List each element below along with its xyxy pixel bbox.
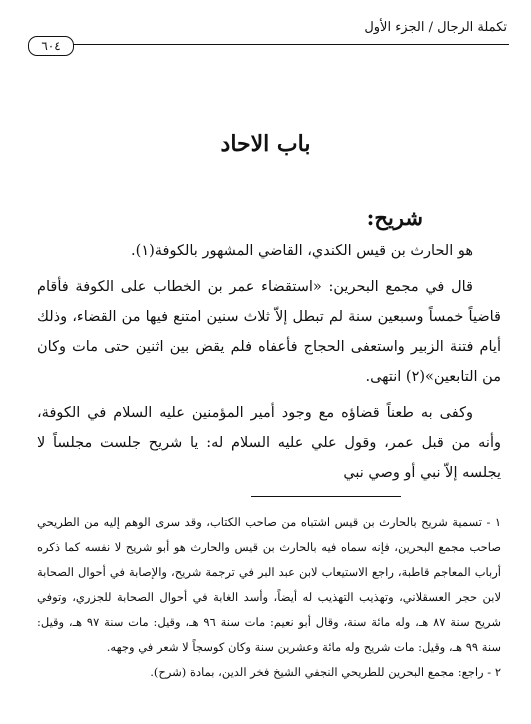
chapter-title: باب الاحاد [220,131,311,157]
footnote: ١ - تسمية شريح بالحارث بن قيس اشتباه من صاحب الكتاب، وقد سرى الوهم إليه من الطريحي صاحب مجمع البحرين، فإنه سماه فيه بالحارث بن قيس والحارث هو أبو شريح لا نفسه كما ذكره أرباب المعاجم قاطبة، راجع الاستيعاب لابن عبد البر في ترجمة شريح، والإصابة في أحوال الصحابة لابن حجر العسقلاني، وتهذيب التهذيب له أيضاً، وأسد الغابة في أحوال الصحابة للجزري، وتوفي شريح سنة ٨٧ هـ، وله مائة سنة، وقال أبو نعيم: مات سنة ٩٦ هـ، وقيل: مات سنة ٩٧ هـ، وقيل: سنة ٩٩ هـ، وقيل: مات شريح وله مائة وعشرين سنة وكان كوسجاً لا شعر في وجهه. [37,515,502,654]
footnote-separator [251,496,401,497]
page-number: ٦٠٤ [28,36,74,56]
header-rule [70,44,509,45]
footnotes [37,510,501,685]
paragraph: قال في مجمع البحرين: «استقضاء عمر بن الخطاب على الكوفة فأقام قاضياً خمساً وسبعين سنة لم تبطل إلاّ ثلاث سنين امتنع فيها من القضاء، وذلك أيام فتنة الزبير واستعفى الحجاج فأعفاه فلم يقض بين اثنين حتى مات وكان من التابعين»(٢) انتهى. [37,279,501,385]
paragraph: هو الحارث بن قيس الكندي، القاضي المشهور بالكوفة(١). [131,243,473,259]
footnote: ٢ - راجع: مجمع البحرين للطريحي النجفي الشيخ فخر الدين، بمادة (شرح). [150,665,501,679]
running-title: تكملة الرجال / الجزء الأول [364,20,507,35]
section-heading: شريح: [366,205,423,230]
body-text [37,236,501,494]
paragraph: وكفى به طعناً قضاؤه مع وجود أمير المؤمنين عليه السلام في الكوفة، وأنه من قبل عمر، وقول علي عليه السلام له: يا شريح جلست مجلساً لا يجلسه إلاّ نبي أو وصي نبي [37,405,501,481]
